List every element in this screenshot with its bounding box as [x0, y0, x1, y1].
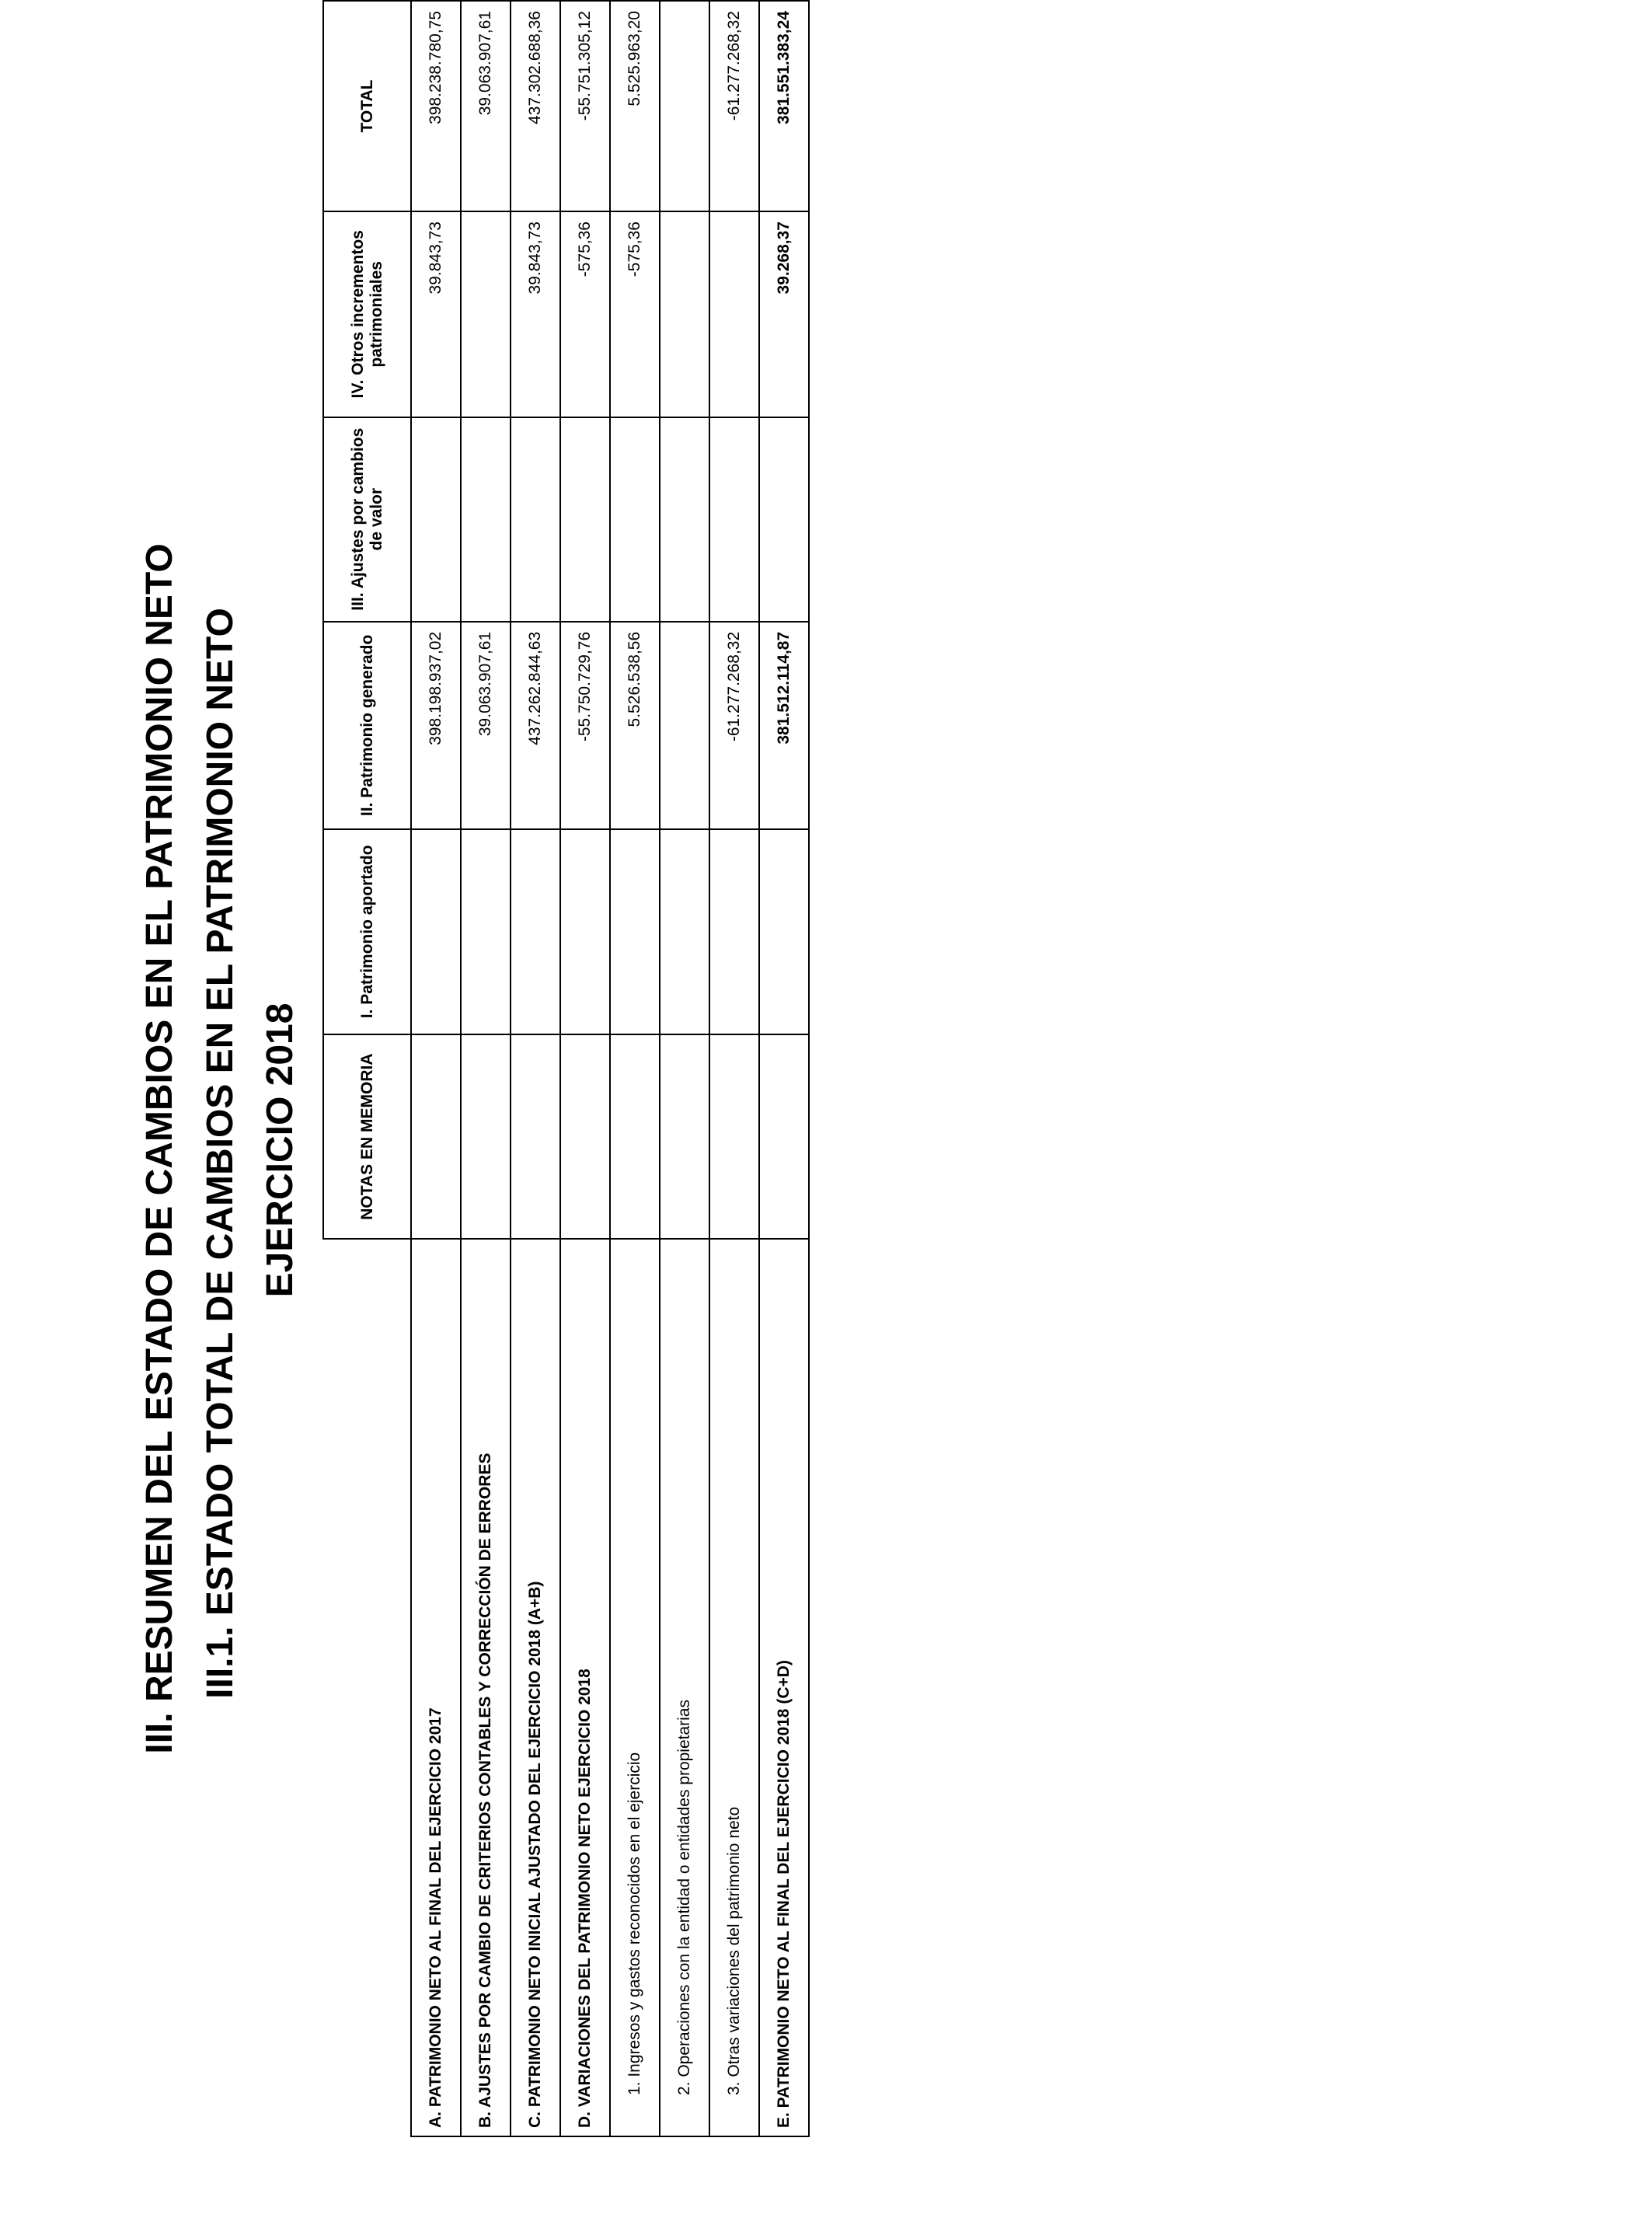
cell-otros: 39.268,37: [759, 211, 809, 417]
cell-ajustes: [610, 417, 660, 622]
cell-notas: [511, 1034, 560, 1240]
cell-otros: 39.843,73: [511, 211, 560, 417]
cell-aportado: [709, 829, 759, 1034]
cell-notas: [560, 1034, 610, 1240]
cell-total: 437.302.688,36: [511, 1, 560, 211]
row-label: B. AJUSTES POR CAMBIO DE CRITERIOS CONTABLES Y CORRECCIÓN DE ERRORES: [461, 1239, 511, 2136]
cell-notas: [411, 1034, 461, 1240]
table-row: [511, 1, 560, 2136]
main-title: III. RESUMEN DEL ESTADO DE CAMBIOS EN EL PATRIMONIO NETO: [139, 543, 180, 1754]
header-blank: [323, 1239, 411, 2136]
header-total: TOTAL: [323, 1, 411, 211]
cell-ajustes: [411, 417, 461, 622]
table-row: [660, 1, 709, 2136]
cell-generado: 381.512.114,87: [759, 622, 809, 829]
header-generado: II. Patrimonio generado: [323, 622, 411, 829]
cell-aportado: [411, 829, 461, 1034]
row-label: A. PATRIMONIO NETO AL FINAL DEL EJERCICIO 2017: [411, 1239, 461, 2136]
cell-aportado: [610, 829, 660, 1034]
cell-aportado: [560, 829, 610, 1034]
cell-otros: -575,36: [610, 211, 660, 417]
cell-ajustes: [660, 417, 709, 622]
cell-generado: 437.262.844,63: [511, 622, 560, 829]
patrimonio-table: [322, 0, 810, 2137]
cell-aportado: [461, 829, 511, 1034]
header-notas: NOTAS EN MEMORIA: [323, 1034, 411, 1240]
cell-aportado: [759, 829, 809, 1034]
row-label: 1. Ingresos y gastos reconocidos en el ejercicio: [610, 1239, 660, 2136]
cell-total: 5.525.963,20: [610, 1, 660, 211]
row-label: 2. Operaciones con la entidad o entidades propietarias: [660, 1239, 709, 2136]
cell-ajustes: [560, 417, 610, 622]
cell-total: [660, 1, 709, 211]
row-label: 3. Otras variaciones del patrimonio neto: [709, 1239, 759, 2136]
cell-aportado: [511, 829, 560, 1034]
cell-notas: [759, 1034, 809, 1240]
table-row: [610, 1, 660, 2136]
cell-otros: [461, 211, 511, 417]
cell-aportado: [660, 829, 709, 1034]
row-label: E. PATRIMONIO NETO AL FINAL DEL EJERCICIO 2018 (C+D): [759, 1239, 809, 2136]
cell-generado: 398.198.937,02: [411, 622, 461, 829]
subtitle: III.1. ESTADO TOTAL DE CAMBIOS EN EL PATRIMONIO NETO: [200, 608, 241, 1699]
header-row: [323, 1, 411, 2136]
cell-total: -55.751.305,12: [560, 1, 610, 211]
table-row-total: [759, 1, 809, 2136]
header-ajustes: III. Ajustes por cambios de valor: [323, 417, 411, 622]
header-aportado: I. Patrimonio aportado: [323, 829, 411, 1034]
cell-generado: 5.526.538,56: [610, 622, 660, 829]
cell-notas: [709, 1034, 759, 1240]
table-row: [461, 1, 511, 2136]
header-otros: IV. Otros incrementos patrimoniales: [323, 211, 411, 417]
cell-generado: [660, 622, 709, 829]
cell-otros: [709, 211, 759, 417]
cell-notas: [461, 1034, 511, 1240]
table-row: [560, 1, 610, 2136]
cell-notas: [660, 1034, 709, 1240]
cell-generado: -55.750.729,76: [560, 622, 610, 829]
cell-ajustes: [511, 417, 560, 622]
year-title: EJERCICIO 2018: [260, 1003, 301, 1298]
cell-ajustes: [759, 417, 809, 622]
table-row: [411, 1, 461, 2136]
cell-total: 381.551.383,24: [759, 1, 809, 211]
row-label: C. PATRIMONIO NETO INICIAL AJUSTADO DEL EJERCICIO 2018 (A+B): [511, 1239, 560, 2136]
cell-notas: [610, 1034, 660, 1240]
cell-generado: -61.277.268,32: [709, 622, 759, 829]
row-label: D. VARIACIONES DEL PATRIMONIO NETO EJERCICIO 2018: [560, 1239, 610, 2136]
cell-total: -61.277.268,32: [709, 1, 759, 211]
cell-total: 39.063.907,61: [461, 1, 511, 211]
cell-otros: [660, 211, 709, 417]
cell-otros: 39.843,73: [411, 211, 461, 417]
cell-total: 398.238.780,75: [411, 1, 461, 211]
cell-generado: 39.063.907,61: [461, 622, 511, 829]
cell-otros: -575,36: [560, 211, 610, 417]
cell-ajustes: [461, 417, 511, 622]
table-row: [709, 1, 759, 2136]
cell-ajustes: [709, 417, 759, 622]
